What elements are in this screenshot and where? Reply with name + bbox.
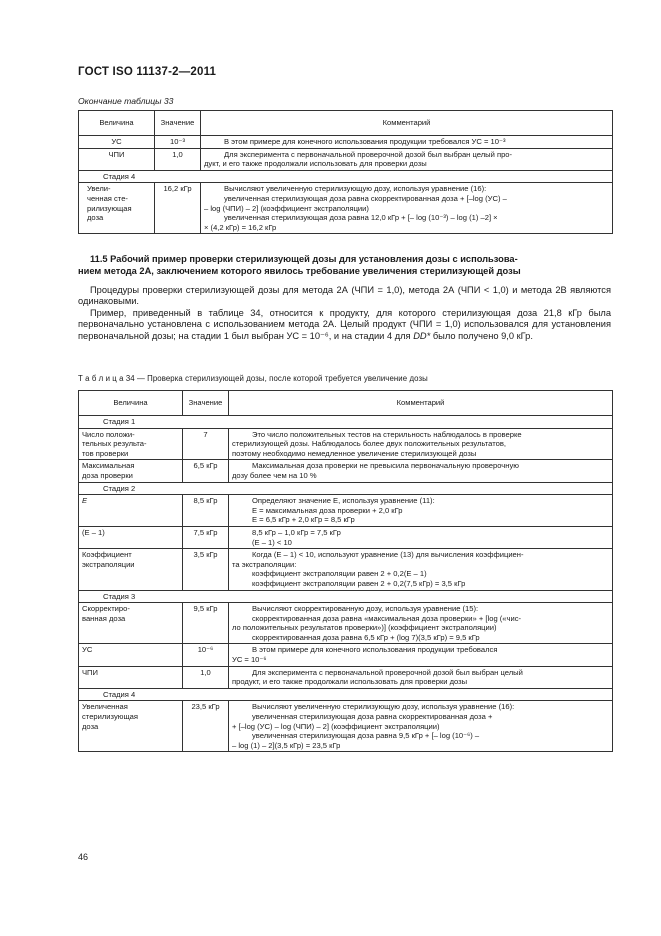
- col-header-quantity: Величина: [79, 111, 155, 136]
- cell-quantity: УС: [79, 644, 183, 666]
- page-number: 46: [78, 852, 89, 862]
- table-33: [78, 110, 613, 234]
- table33-caption: Окончание таблицы 33: [78, 96, 174, 106]
- table-row: [79, 666, 613, 688]
- cell-quantity: Увеличенная стерилизующая доза: [79, 701, 183, 752]
- cell-value: 16,2 кГр: [155, 183, 201, 234]
- table-row: [79, 644, 613, 666]
- cell-comment: В этом примере для конечного использования продукции требовался УС = 10⁻⁶: [229, 644, 613, 666]
- cell-comment: Для эксперимента с первоначальной проверочной дозой был выбран целый продукт, и его также продолжали использовать для проверки дозы: [229, 666, 613, 688]
- table-row: [79, 701, 613, 752]
- table-row: [79, 183, 613, 234]
- table-header-row: [79, 391, 613, 416]
- cell-quantity: E: [79, 495, 183, 527]
- section-body: [78, 285, 611, 342]
- paragraph: Процедуры проверки стерилизующей дозы для метода 2А (ЧПИ = 1,0), метода 2А (ЧПИ < 1,0) и метода 2В являются одинаковыми.: [78, 285, 611, 307]
- cell-value: 10⁻³: [155, 136, 201, 149]
- table-34: [78, 390, 613, 752]
- stage-row: [79, 416, 613, 429]
- stage-row: [79, 482, 613, 495]
- cell-value: 8,5 кГр: [183, 495, 229, 527]
- table-row: [79, 495, 613, 527]
- cell-comment: Вычисляют скорректированную дозу, используя уравнение (15): скорректированная доза равна «максимальная доза проверки» + [log («чис- ло положительных результатов проверки»)] (коэффициент экстраполяции) скорректированная доза равна 6,5 кГр + (log 7)(3,5 кГр) = 9,5 кГр: [229, 603, 613, 644]
- cell-comment: Максимальная доза проверки не превысила первоначальную проверочную дозу более чем на 10 %: [229, 460, 613, 482]
- cell-quantity: ЧПИ: [79, 666, 183, 688]
- stage-label: Стадия 1: [79, 416, 613, 429]
- section-title: 11.5 Рабочий пример проверки стерилизующей дозы для установления дозы с использова- нием метода 2А, заключением которого явилось требование увеличения стерилизующей дозы: [78, 254, 521, 276]
- cell-quantity: Максимальная доза проверки: [79, 460, 183, 482]
- table-row: [79, 526, 613, 548]
- table-row: [79, 148, 613, 170]
- cell-quantity: Скорректиро- ванная доза: [79, 603, 183, 644]
- table-row: [79, 428, 613, 460]
- table34-caption: Т а б л и ц а 34 — Проверка стерилизующей дозы, после которой требуется увеличение дозы: [78, 374, 428, 383]
- cell-comment: В этом примере для конечного использования продукции требовался УС = 10⁻³: [201, 136, 613, 149]
- cell-value: 1,0: [155, 148, 201, 170]
- cell-comment: Вычисляют увеличенную стерилизующую дозу, используя уравнение (16): увеличенная стерилизующая доза равна скорректированная доза + + [–log (УС) – log (ЧПИ) – 2] (коэффициент экстраполяции) увеличенная стерилизующая доза равна 9,5 кГр + [– log (10⁻⁶) – – log (1) – 2](3,5 кГр) = 23,5 кГр: [229, 701, 613, 752]
- stage-row: [79, 590, 613, 603]
- cell-quantity: (E – 1): [79, 526, 183, 548]
- cell-comment: Это число положительных тестов на стерильность наблюдалось в проверке стерилизующей дозы. Наблюдалось более двух положительных результатов, поэтому необходимо немедленное увеличение стерилизующей дозы: [229, 428, 613, 460]
- cell-quantity: Увели- ченная сте- рилизующая доза: [79, 183, 155, 234]
- cell-value: 3,5 кГр: [183, 549, 229, 590]
- cell-comment: Вычисляют увеличенную стерилизующую дозу, используя уравнение (16): увеличенная стерилизующая доза равна скорректированная доза + [–log (УС) – – log (ЧПИ) – 2] (коэффициент экстраполяции) увеличенная стерилизующая доза равна 12,0 кГр + [– log (10⁻³) – log (1) –2] × × (4,2 кГр) = 16,2 кГр: [201, 183, 613, 234]
- table-row: [79, 549, 613, 590]
- cell-comment: Для эксперимента с первоначальной проверочной дозой был выбран целый про- дукт, и его также продолжали использовать для проверки дозы: [201, 148, 613, 170]
- cell-value: 23,5 кГр: [183, 701, 229, 752]
- col-header-comment: Комментарий: [201, 111, 613, 136]
- cell-value: 7,5 кГр: [183, 526, 229, 548]
- stage-label: Стадия 4: [79, 688, 613, 701]
- col-header-value: Значение: [183, 391, 229, 416]
- stage-row: [79, 170, 613, 183]
- cell-comment: Определяют значение E, используя уравнение (11): E = максимальная доза проверки + 2,0 кГр E = 6,5 кГр + 2,0 кГр = 8,5 кГр: [229, 495, 613, 527]
- stage-label: Стадия 4: [79, 170, 613, 183]
- cell-value: 9,5 кГр: [183, 603, 229, 644]
- stage-label: Стадия 3: [79, 590, 613, 603]
- table-header-row: [79, 111, 613, 136]
- cell-comment: 8,5 кГр – 1,0 кГр = 7,5 кГр (E – 1) < 10: [229, 526, 613, 548]
- cell-value: 10⁻⁶: [183, 644, 229, 666]
- cell-quantity: Число положи- тельных результа- тов проверки: [79, 428, 183, 460]
- cell-comment: Когда (E – 1) < 10, используют уравнение (13) для вычисления коэффициен- та экстраполяции: коэффициент экстраполяции равен 2 + 0,2(E – 1) коэффициент экстраполяции равен 2 + 0,2(7,5 кГр) = 3,5 кГр: [229, 549, 613, 590]
- table-row: [79, 603, 613, 644]
- table-row: [79, 460, 613, 482]
- cell-quantity: УС: [79, 136, 155, 149]
- col-header-value: Значение: [155, 111, 201, 136]
- standard-header: ГОСТ ISO 11137-2—2011: [78, 66, 217, 78]
- cell-quantity: ЧПИ: [79, 148, 155, 170]
- cell-value: 6,5 кГр: [183, 460, 229, 482]
- paragraph: Пример, приведенный в таблице 34, относится к продукту, для которого стерилизующая доза 21,8 кГр была первоначально установлена с использованием метода 2А. Целый продукт (ЧПИ = 1,0) использовался для установления первоначальной дозы; на стадии 1 был выбран УС = 10⁻⁶, и на стадии 4 для DD* было получено 9,0 кГр.: [78, 307, 611, 341]
- cell-quantity: Коэффициент экстраполяции: [79, 549, 183, 590]
- stage-row: [79, 688, 613, 701]
- cell-value: 1,0: [183, 666, 229, 688]
- table-row: [79, 136, 613, 149]
- col-header-comment: Комментарий: [229, 391, 613, 416]
- cell-value: 7: [183, 428, 229, 460]
- col-header-quantity: Величина: [79, 391, 183, 416]
- stage-label: Стадия 2: [79, 482, 613, 495]
